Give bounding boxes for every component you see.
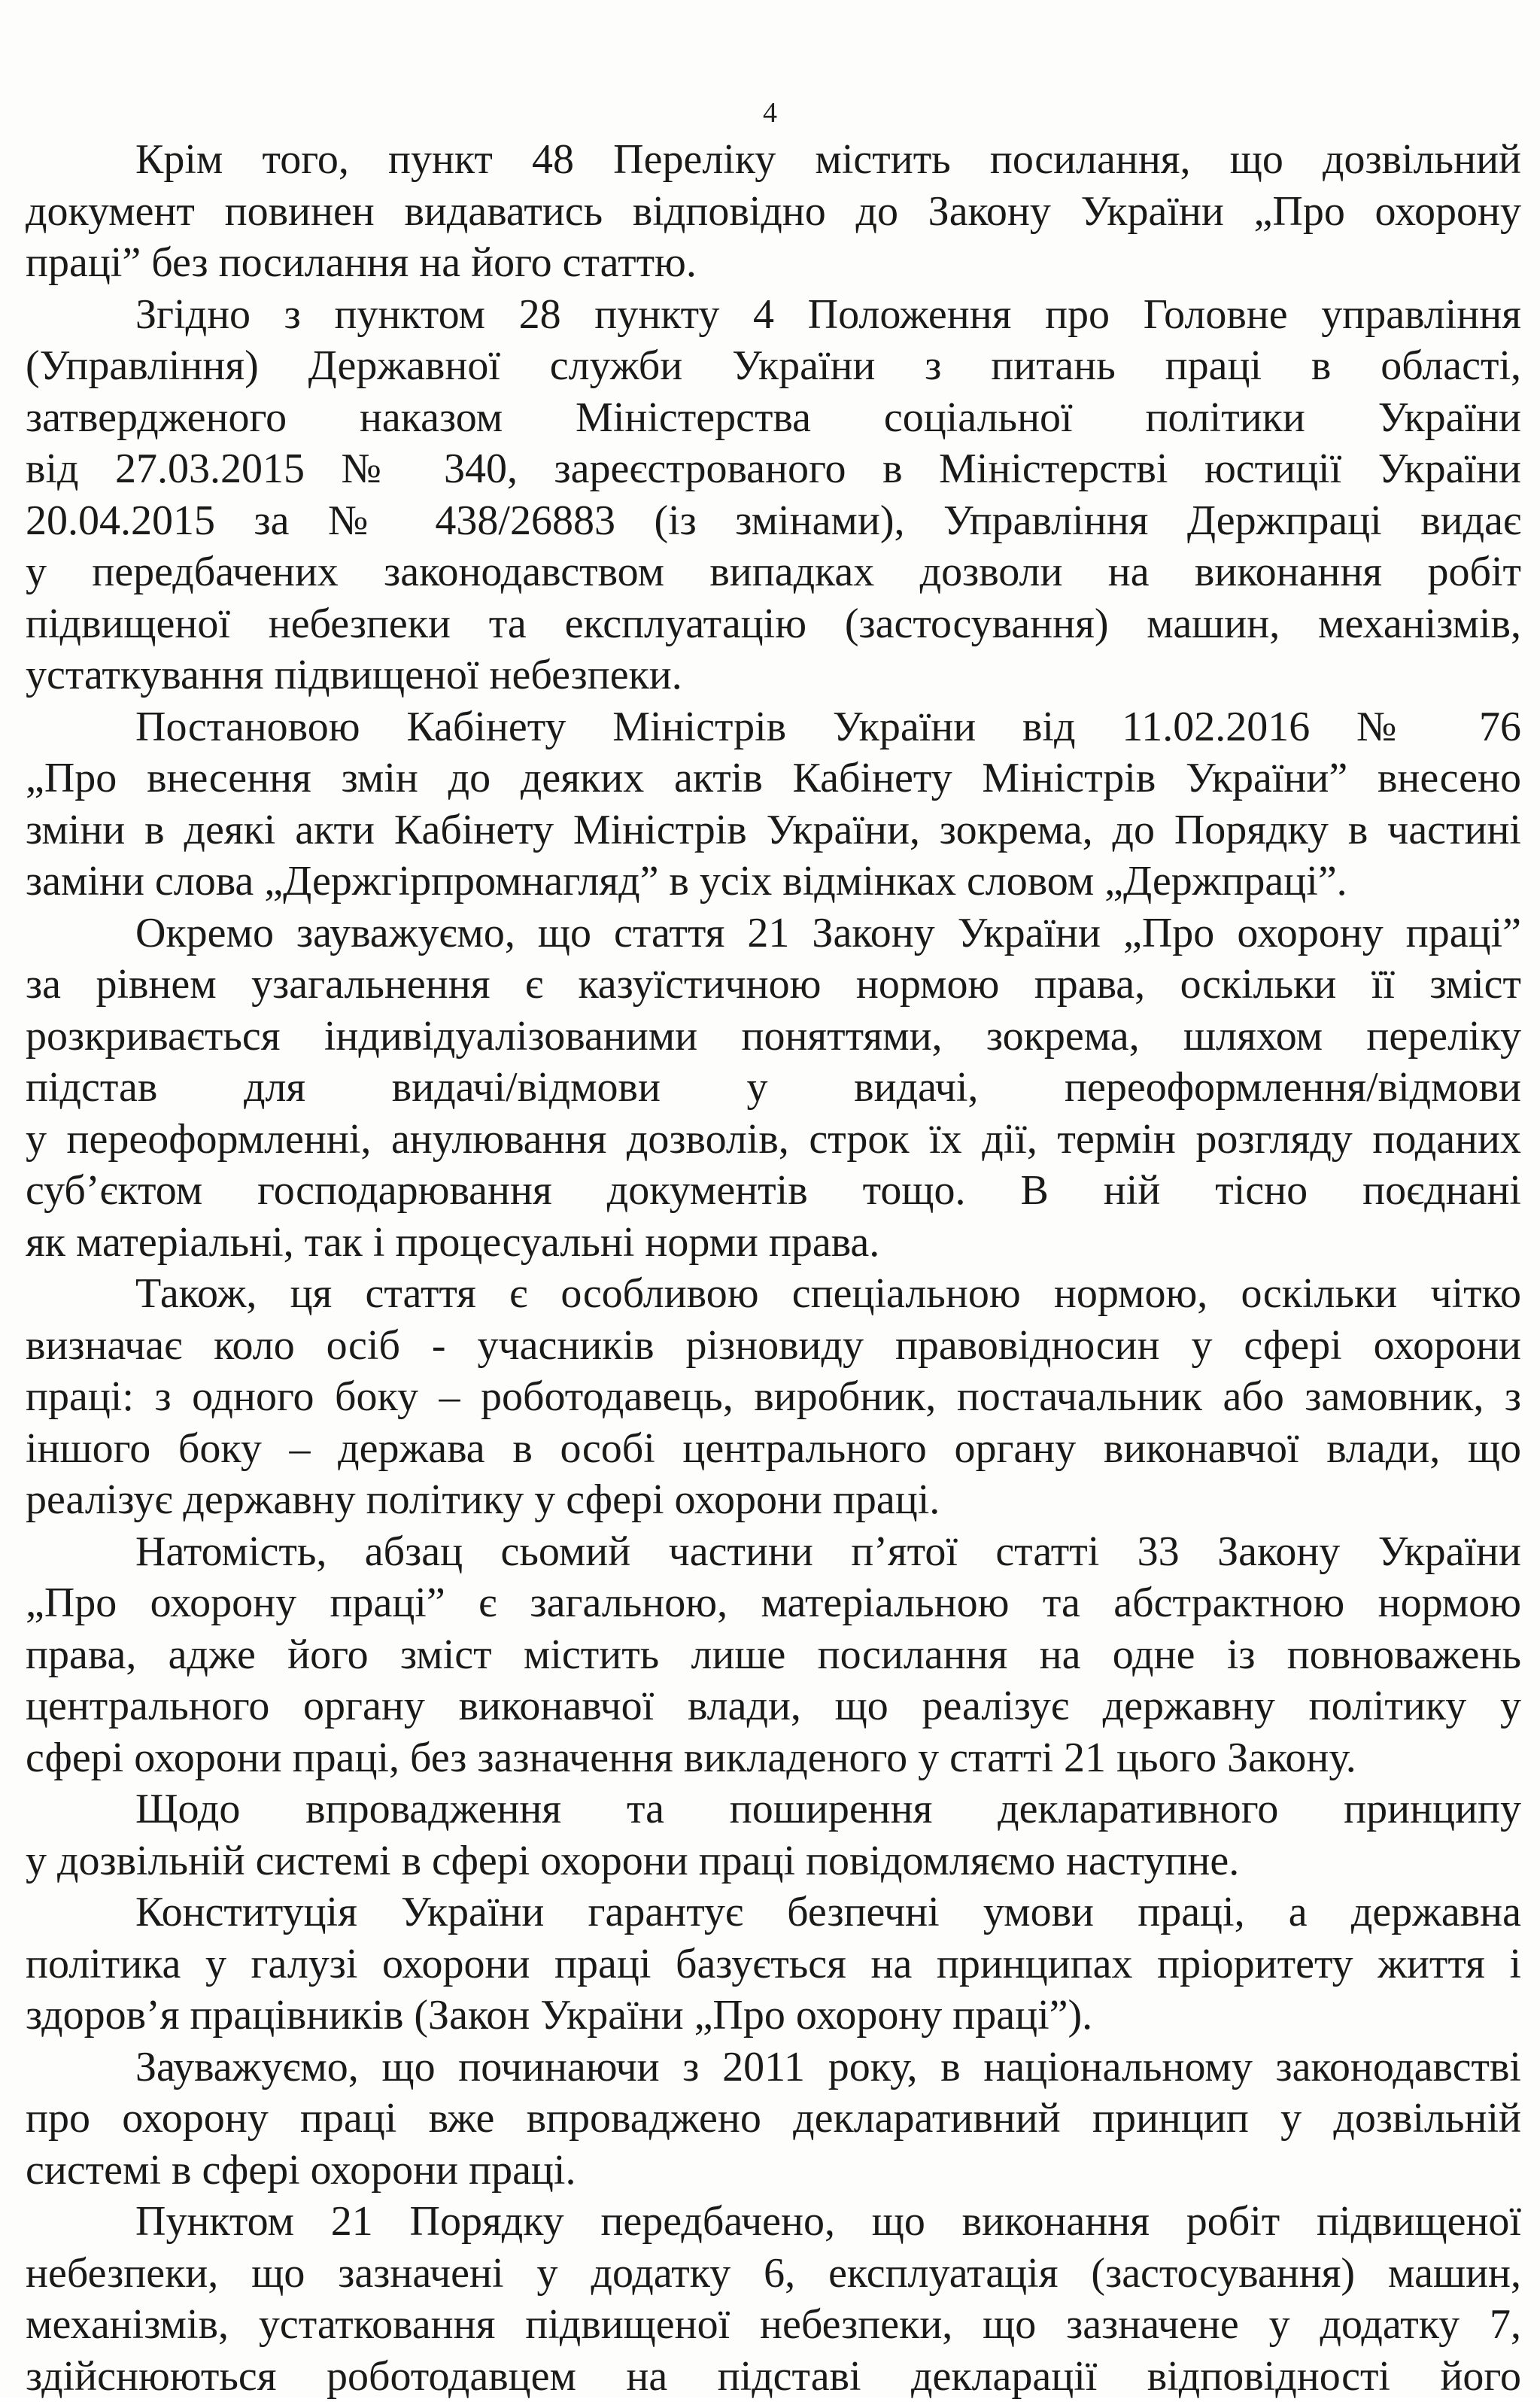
text-line: (Управління) Державної служби України з питань праці в області,: [26, 340, 1521, 392]
text-line: небезпеки, що зазначені у додатку 6, експлуатація (застосування) машин,: [26, 2248, 1521, 2300]
text-line: іншого боку – держава в особі центрального органу виконавчої влади, що: [26, 1423, 1521, 1475]
text-line: підвищеної небезпеки та експлуатацію (застосування) машин, механізмів,: [26, 598, 1521, 650]
paragraph: [26, 289, 1521, 701]
text-line: здійснюються роботодавцем на підставі декларації відповідності його: [26, 2351, 1521, 2402]
text-line: Зауважуємо, що починаючи з 2011 року, в національному законодавстві: [26, 2042, 1521, 2093]
text-line: затвердженого наказом Міністерства соціальної політики України: [26, 392, 1521, 444]
text-line: права, адже його зміст містить лише посилання на одне із повноважень: [26, 1629, 1521, 1681]
text-line: сфері охорони праці, без зазначення викладеного у статті 21 цього Закону.: [26, 1732, 1521, 1784]
text-line: устаткування підвищеної небезпеки.: [26, 649, 1521, 701]
text-line: від 27.03.2015 № 340, зареєстрованого в Міністерстві юстиції України: [26, 443, 1521, 495]
text-line: заміни слова „Держгірпромнагляд” в усіх відмінках словом „Держпраці”.: [26, 856, 1521, 908]
text-line: зміни в деякі акти Кабінету Міністрів України, зокрема, до Порядку в частині: [26, 804, 1521, 856]
document-body: [26, 134, 1521, 2402]
text-line: у переоформленні, анулювання дозволів, строк їх дії, термін розгляду поданих: [26, 1114, 1521, 1166]
text-line: Окремо зауважуємо, що стаття 21 Закону України „Про охорону праці”: [26, 908, 1521, 959]
text-line: Також, ця стаття є особливою спеціальною нормою, оскільки чітко: [26, 1268, 1521, 1320]
text-line: у передбачених законодавством випадках дозволи на виконання робіт: [26, 546, 1521, 598]
text-line: політика у галузі охорони праці базується на принципах пріоритету життя і: [26, 1938, 1521, 1990]
text-line: підстав для видачі/відмови у видачі, переоформлення/відмови: [26, 1062, 1521, 1114]
text-line: як матеріальні, так і процесуальні норми права.: [26, 1217, 1521, 1269]
text-line: Крім того, пункт 48 Переліку містить посилання, що дозвільний: [26, 134, 1521, 186]
text-line: за рівнем узагальнення є казуїстичною нормою права, оскільки її зміст: [26, 959, 1521, 1011]
text-line: визначає коло осіб - учасників різновиду правовідносин у сфері охорони: [26, 1320, 1521, 1372]
text-line: 20.04.2015 за № 438/26883 (із змінами), Управління Держпраці видає: [26, 495, 1521, 547]
text-line: „Про внесення змін до деяких актів Кабінету Міністрів України” внесено: [26, 753, 1521, 804]
text-line: суб’єктом господарювання документів тощо. В ній тісно поєднані: [26, 1165, 1521, 1217]
paragraph: [26, 1887, 1521, 2042]
paragraph: [26, 1783, 1521, 1887]
text-line: Натомість, абзац сьомий частини п’ятої статті 33 Закону України: [26, 1526, 1521, 1578]
text-line: праці” без посилання на його статтю.: [26, 237, 1521, 289]
text-line: здоров’я працівників (Закон України „Про охорону праці”).: [26, 1990, 1521, 2042]
paragraph: [26, 1526, 1521, 1784]
text-line: розкривається індивідуалізованими поняттями, зокрема, шляхом переліку: [26, 1011, 1521, 1063]
paragraph: [26, 2196, 1521, 2402]
text-line: про охорону праці вже впроваджено декларативний принцип у дозвільній: [26, 2093, 1521, 2145]
text-line: центрального органу виконавчої влади, що реалізує державну політику у: [26, 1680, 1521, 1732]
paragraph: [26, 701, 1521, 908]
text-line: механізмів, устатковання підвищеної небезпеки, що зазначене у додатку 7,: [26, 2299, 1521, 2351]
text-line: у дозвільній системі в сфері охорони праці повідомляємо наступне.: [26, 1835, 1521, 1887]
text-line: документ повинен видаватись відповідно до Закону України „Про охорону: [26, 186, 1521, 238]
text-line: Конституція України гарантує безпечні умови праці, а державна: [26, 1887, 1521, 1938]
text-line: Постановою Кабінету Міністрів України від 11.02.2016 № 76: [26, 701, 1521, 753]
paragraph: [26, 2042, 1521, 2197]
text-line: системі в сфері охорони праці.: [26, 2145, 1521, 2197]
text-line: Згідно з пунктом 28 пункту 4 Положення про Головне управління: [26, 289, 1521, 341]
paragraph: [26, 908, 1521, 1269]
text-line: реалізує державну політику у сфері охорони праці.: [26, 1474, 1521, 1526]
paragraph: [26, 1268, 1521, 1526]
text-line: праці: з одного боку – роботодавець, виробник, постачальник або замовник, з: [26, 1371, 1521, 1423]
text-line: „Про охорону праці” є загальною, матеріальною та абстрактною нормою: [26, 1577, 1521, 1629]
text-line: Пунктом 21 Порядку передбачено, що виконання робіт підвищеної: [26, 2196, 1521, 2248]
page-number: 4: [0, 96, 1540, 129]
paragraph: [26, 134, 1521, 289]
text-line: Щодо впровадження та поширення декларативного принципу: [26, 1783, 1521, 1835]
